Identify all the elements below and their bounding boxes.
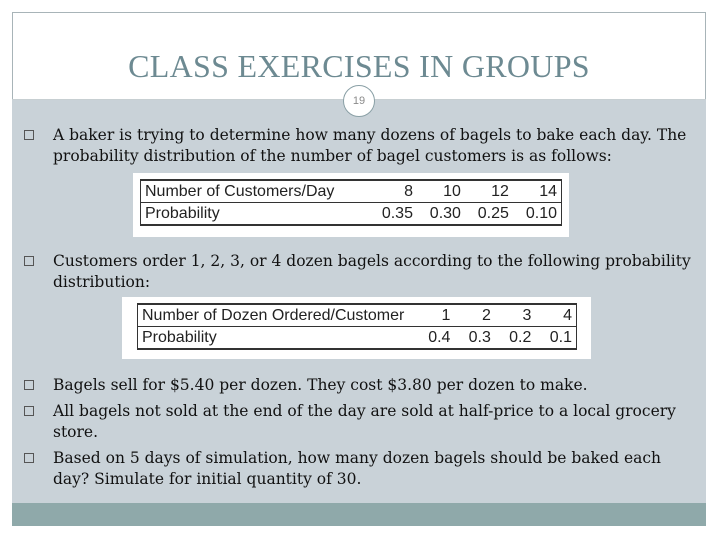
table-row [141, 203, 562, 226]
table-cell: 0.10 [513, 203, 562, 226]
table-cell: 0.3 [454, 327, 494, 350]
table-cell: 12 [465, 180, 513, 203]
bullet-text: Based on 5 days of simulation, how many dozen bagels should be baked each day? Simulate for initial quantity of 30. [53, 449, 662, 488]
table-cell: 14 [513, 180, 562, 203]
table-cell: 10 [417, 180, 465, 203]
table-row [141, 180, 562, 203]
bullet-text: A baker is trying to determine how many dozens of bagels to bake each day. The probability distribution of the number of bagel customers is as follows: [53, 126, 687, 165]
table-cell: 0.2 [495, 327, 535, 350]
table-cell: 1 [414, 304, 454, 327]
table-cell: 2 [454, 304, 494, 327]
table-row [138, 327, 577, 350]
table-cell: 0.30 [417, 203, 465, 226]
table-header-cell: Number of Customers/Day [141, 180, 370, 203]
table-cell: 0.25 [465, 203, 513, 226]
square-bullet-icon [24, 256, 34, 266]
slide-footer-bar [12, 503, 706, 526]
square-bullet-icon [24, 380, 34, 390]
table-header-cell: Probability [141, 203, 370, 226]
slide-title: CLASS EXERCISES IN GROUPS [128, 48, 590, 84]
square-bullet-icon [24, 453, 34, 463]
slide-number: 19 [352, 95, 366, 107]
table-header-cell: Number of Dozen Ordered/Customer [138, 304, 415, 327]
table-header-cell: Probability [138, 327, 415, 350]
table-cell: 3 [495, 304, 535, 327]
square-bullet-icon [24, 130, 34, 140]
table-cell: 0.4 [414, 327, 454, 350]
customers-table [133, 173, 569, 237]
slide-number-badge [343, 85, 375, 117]
table-cell: 0.1 [535, 327, 576, 350]
square-bullet-icon [24, 406, 34, 416]
bullet-text: Customers order 1, 2, 3, or 4 dozen bagels according to the following probability distribution: [53, 252, 691, 291]
table-row [138, 304, 577, 327]
bullet-text: All bagels not sold at the end of the day are sold at half-price to a local grocery store. [53, 402, 676, 441]
bullet-text: Bagels sell for $5.40 per dozen. They cost $3.80 per dozen to make. [53, 376, 588, 394]
dozens-table [122, 297, 591, 359]
table-cell: 4 [535, 304, 576, 327]
table-cell: 8 [369, 180, 417, 203]
table-cell: 0.35 [369, 203, 417, 226]
